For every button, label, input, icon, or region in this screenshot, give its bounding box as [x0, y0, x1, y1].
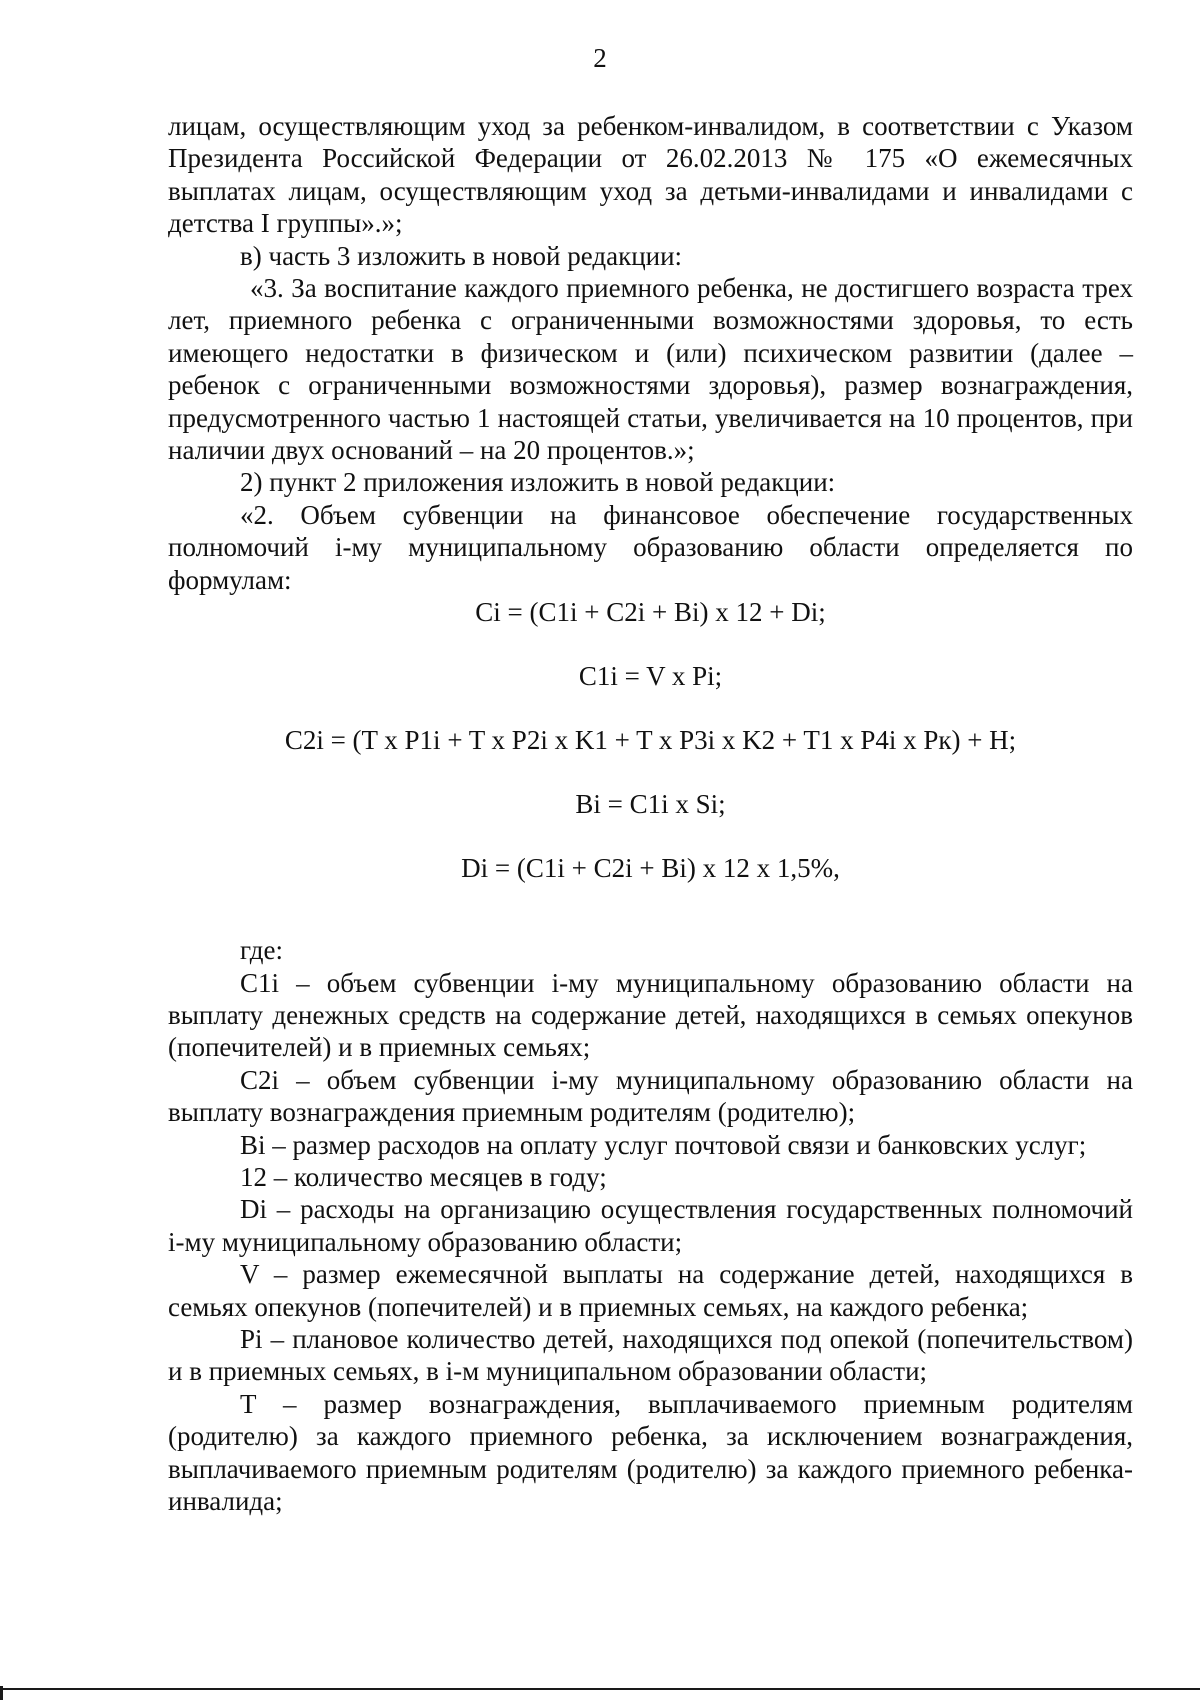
document-body [168, 110, 1133, 1517]
formula-c1i: C1i = V x Pi; [578, 661, 723, 692]
formula-c2i: C2i = (T x P1i + T x P2i x K1 + T x P3i x K2 + T1 x P4i x Pк) + H; [284, 725, 1017, 756]
definition-bi: Bi – размер расходов на оплату услуг почтовой связи и банковских услуг; [240, 1129, 1087, 1160]
definition-12: 12 – количество месяцев в году; [240, 1161, 607, 1192]
paragraph-quote-point2: «2. Объем субвенции на финансовое обеспечение государственных полномочий i-му муниципальному образованию области определяется по формулам: [168, 499, 1133, 595]
scan-corner-mark [0, 1686, 3, 1700]
paragraph-continuation: лицам, осуществляющим уход за ребенком-инвалидом, в соответствии с Указом Президента Российской Федерации от 26.02.2013 № 175 «О ежемесячных выплатах лицам, осуществляющим уход за детьми-инвалидами и инвалидами с детства I группы».»; [168, 111, 1133, 239]
paragraph-item-v: в) часть 3 изложить в новой редакции: [240, 240, 683, 271]
definition-di: Di – расходы на организацию осуществления государственных полномочий i-му муниципальному образованию области; [168, 1194, 1133, 1257]
page-number: 2 [593, 43, 607, 73]
definition-t: T – размер вознаграждения, выплачиваемого приемным родителям (родителю) за каждого приемного ребенка, за исключением вознаграждения, выплачиваемого приемным родителям (родителю) за каждого приемного ребенка-инвалида; [168, 1388, 1133, 1516]
definition-c1i: C1i – объем субвенции i-му муниципальному образованию области на выплату денежных средств на содержание детей, находящихся в семьях опекунов (попечителей) и в приемных семьях; [168, 967, 1133, 1063]
formula-bi: Bi = C1i x Si; [575, 789, 726, 820]
definition-c2i: C2i – объем субвенции i-му муниципальному образованию области на выплату вознаграждения приемным родителям (родителю); [168, 1064, 1133, 1128]
scan-bottom-border [0, 1688, 1200, 1690]
paragraph-item-2: 2) пункт 2 приложения изложить в новой редакции: [240, 467, 836, 498]
where-label: где: [240, 935, 283, 966]
definition-pi: Pi – плановое количество детей, находящихся под опекой (попечительством) и в приемных семьях, в i-м муниципальном образовании области; [168, 1323, 1133, 1387]
formula-di: Di = (C1i + C2i + Bi) x 12 x 1,5%, [461, 853, 840, 884]
formula-block [168, 596, 1133, 884]
definition-v: V – размер ежемесячной выплаты на содержание детей, находящихся в семьях опекунов (попечителей) и в приемных семьях, на каждого ребенка; [168, 1259, 1133, 1322]
paragraph-quote-part3: «3. За воспитание каждого приемного ребенка, не достигшего возраста трех лет, приемного ребенка с ограниченными возможностями здоровья, то есть имеющего недостатки в физическом и (или) психическом развитии (далее – ребенок с ограниченными возможностями здоровья), размер вознаграждения, предусмотренного частью 1 настоящей статьи, увеличивается на 10 процентов, при наличии двух оснований – на 20 процентов.»; [168, 273, 1133, 466]
formula-ci: Ci = (C1i + C2i + Bi) x 12 + Di; [475, 597, 826, 628]
